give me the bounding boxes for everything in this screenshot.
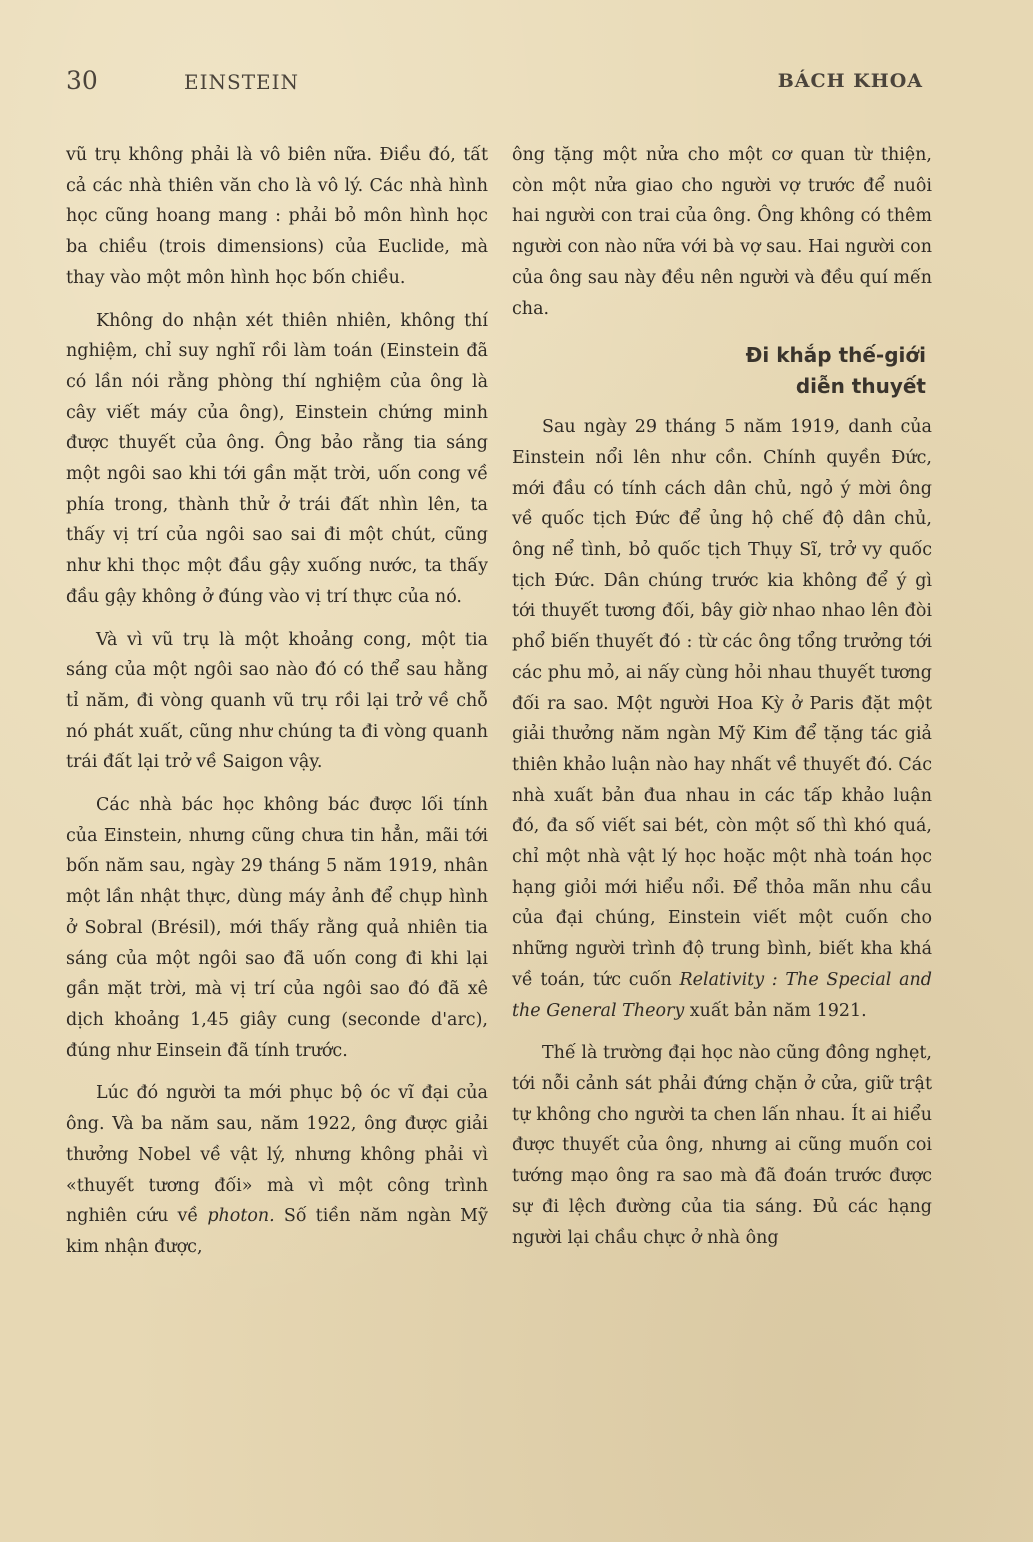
paragraph: Các nhà bác học không bác được lối tính của Einstein, nhưng cũng chưa tin hẳn, mãi tới bốn năm sau, ngày 29 tháng 5 năm 1919, nhân một lần nhật thực, dùng máy ảnh để chụp hình ở Sobral (Brésil), mới thấy rằng quả nhiên tia sáng của một ngôi sao đã uốn cong đi khi lại gần mặt trời, mà vị trí của ngôi sao đó đã xê dịch khoảng 1,45 giây cung (seconde d'arc), đúng như Einsein đã tính trước. [66,795,488,1061]
paragraph: vũ trụ không phải là vô biên nữa. Điều đó, tất cả các nhà thiên văn cho là vô lý. Các nhà hình học cũng hoang mang : phải bỏ môn hình học ba chiều (trois dimensions) của Euclide, mà thay vào một môn hình học bốn chiều. [66,145,488,288]
section-heading-line: Đi khắp thế-giới [745,343,926,368]
paragraph [66,1078,488,1262]
text-run: Số tiền năm ngàn Mỹ kim nhận được, [66,1206,488,1257]
page-number: 30 [66,66,98,95]
magazine-title: BÁCH KHOA [777,70,923,92]
section-heading [512,340,926,402]
book-title: Relativity : The Special and the General Theory [512,969,932,1021]
text-run: xuất bản năm 1921. [684,1000,867,1021]
paragraph: ông tặng một nửa cho một cơ quan từ thiện, còn một nửa giao cho người vợ trước để nuôi hai người con trai của ông. Ông không có thêm người con nào nữa với bà vợ sau. Hai người con của ông sau này đều nên người và đều quí mến cha. [512,145,932,319]
italic-term: photon. [207,1206,275,1227]
text-run: Sau ngày 29 tháng 5 năm 1919, danh của Einstein nổi lên như cồn. Chính quyền Đức, mới đầu có tính cách dân chủ, ngỏ ý mời ông về quốc tịch Đức để ủng hộ chế độ dân chủ, ông nể tình, bỏ quốc tịch Thụy Sĩ, trở vy quốc tịch Đức. Dân chúng trước kia không để ý gì tới thuyết tương đối, bây giờ nhao nhao lên đòi phổ biến thuyết đó : từ các ông tổng trưởng tới các phu mỏ, ai nấy cùng hỏi nhau thuyết tương đối ra sao. Một người Hoa Kỳ ở Paris đặt một giải thưởng năm ngàn Mỹ Kim để tặng tác giả thiên khảo luận nào hay nhất về thuyết đó. Các nhà xuất bản đua nhau in các tấp khảo luận đó, đa số viết sai bét, còn một số thì khó quá, chỉ một nhà vật lý học hoặc một nhà toán học hạng giỏi mới hiểu nổi. Để thỏa mãn nhu cầu của đại chúng, Einstein viết một cuốn cho những người trình độ trung bình, biết kha khá về toán, tức cuốn [512,417,932,990]
right-column [512,140,932,1265]
paragraph [512,412,932,1026]
paragraph: Và vì vũ trụ là một khoảng cong, một tia sáng của một ngôi sao nào đó có thể sau hằng tỉ năm, đi vòng quanh vũ trụ rồi lại trở về chỗ nó phát xuất, cũng như chúng ta đi vòng quanh trái đất lại trở về Saigon vậy. [66,629,488,773]
left-column [66,140,488,1275]
running-title: EINSTEIN [184,70,300,94]
text-run: Lúc đó người ta mới phục bộ óc vĩ đại của ông. Và ba năm sau, năm 1922, ông được giải thưởng Nobel về vật lý, nhưng không phải vì «thuyết tương đối» mà vì một công trình nghiên cứu về [66,1083,488,1227]
page-header [66,66,923,100]
section-heading-line: diễn thuyết [795,374,926,399]
paragraph: Thế là trường đại học nào cũng đông nghẹt, tới nỗi cảnh sát phải đứng chặn ở cửa, giữ trật tự không cho người ta chen lấn nhau. Ít ai hiểu được thuyết của ông, nhưng ai cũng muốn coi tướng mạo ông ra sao mà đã đoán trước được sự đi lệch đường của tia sáng. Đủ các hạng người lại chầu chực ở nhà ông [512,1043,932,1248]
paragraph: Không do nhận xét thiên nhiên, không thí nghiệm, chỉ suy nghĩ rồi làm toán (Einstein đã có lần nói rằng phòng thí nghiệm của ông là cây viết máy của ông), Einstein chứng minh được thuyết của ông. Ông bảo rằng tia sáng một ngôi sao khi tới gần mặt trời, uốn cong về phía trong, thành thử ở trái đất nhìn lên, ta thấy vị trí của ngôi sao sai đi một chút, cũng như khi thọc một đầu gậy xuống nước, ta thấy đầu gậy không ở đúng vào vị trí thực của nó. [66,310,488,607]
